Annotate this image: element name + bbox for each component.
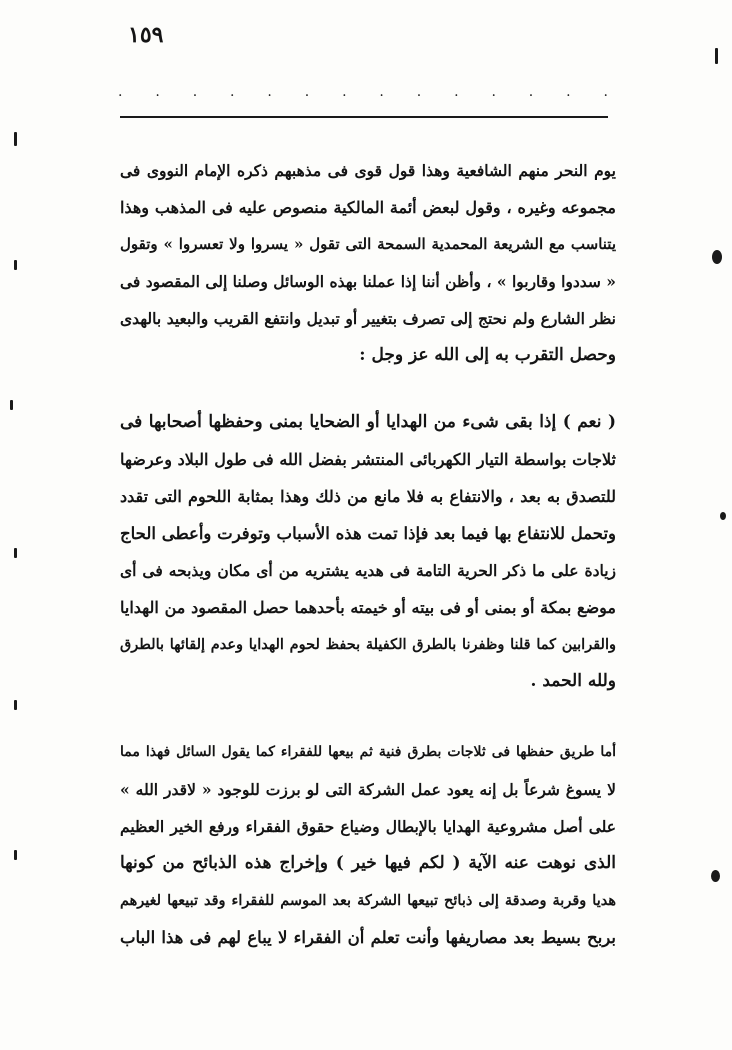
paragraph-1 (120, 152, 616, 374)
text-line: يوم النحر منهم الشافعية وهذا قول قوى فى مذهبهم ذكره الإمام النووى فى (120, 161, 616, 180)
page-number: ١٥٩ (128, 22, 164, 48)
paragraph-2 (120, 404, 616, 700)
text-line: يتناسب مع الشريعة المحمدية السمحة التى تقول « يسروا ولا تعسروا » وتقول (120, 235, 616, 253)
ornament-dot: . (192, 84, 198, 100)
text-line: هديا وقربة وصدقة إلى ذبائح تبيعها الشركة بعد الموسم للفقراء وقد تبيعها لغيرهم (120, 892, 616, 909)
ornament-dot: . (528, 84, 534, 100)
ornament-dot: . (118, 84, 123, 100)
text-line: موضع بمكة أو بمنى أو فى بيته أو خيمته بأحدهما حصل المقصود من الهدايا (120, 598, 616, 617)
ornament-dot: . (603, 84, 608, 100)
text-line: وحصل التقرب به إلى الله عز وجل : (359, 345, 616, 365)
ornament-dot: . (155, 84, 160, 100)
scan-mark (14, 132, 17, 146)
ornament-dot: . (491, 84, 496, 100)
text-line: « سددوا وقاربوا » ، وأظن أننا إذا عملنا بهذه الوسائل وصلنا إلى المقصود فى (120, 272, 616, 291)
scan-mark (10, 400, 13, 410)
text-line: زيادة على ما ذكر الحرية التامة فى هديه يشتريه من أى مكان ويذبحه فى أى (120, 561, 616, 580)
ornament-dot: . (416, 84, 422, 100)
ink-blot (720, 512, 726, 520)
ornament-dot: . (566, 84, 571, 100)
scan-mark (14, 700, 17, 710)
text-line: ( نعم ) إذا بقى شىء من الهدايا أو الضحايا بمنى وحفظها أصحابها فى (120, 412, 616, 432)
text-line: نظر الشارع ولم نحتج إلى تصرف بتغيير أو تبديل وانتفع القريب والبعيد بالهدى (120, 309, 616, 328)
text-line: وتحمل للانتفاع بها فيما بعد فإذا تمت هذه الأسباب وتوفرت وأعطى الحاج (120, 524, 616, 543)
text-line: لا يسوغ شرعاً بل إنه يعود عمل الشركة التى لو برزت للوجود « لاقدر الله » (120, 780, 616, 799)
text-line: بربح بسيط بعد مصاريفها وأنت تعلم أن الفقراء لا يباع لهم فى هذا الباب (120, 928, 616, 947)
scan-mark (715, 48, 718, 64)
text-line: أما طريق حفظها فى ثلاجات بطرق فنية ثم بيعها للفقراء كما يقول السائل فهذا مما (120, 744, 616, 760)
header-rule (120, 116, 608, 118)
scan-mark (14, 850, 17, 860)
ornament-dot: . (454, 84, 459, 100)
scan-mark (14, 260, 17, 270)
text-line: على أصل مشروعية الهدايا بالإبطال وضياع حقوق الفقراء ورفع الخير العظيم (120, 817, 616, 836)
text-line: ولله الحمد . (530, 671, 616, 691)
paragraph-3 (120, 734, 616, 956)
ink-blot (712, 250, 722, 264)
scan-mark (14, 548, 17, 558)
dotted-header-ornament (118, 84, 608, 100)
ornament-dot: . (342, 84, 347, 100)
text-line: والقرابين كما قلنا وظفرنا بالطرق الكفيلة بحفظ لحوم الهدايا وعدم إلقائها بالطرق (120, 636, 616, 653)
text-line: للتصدق به بعد ، والانتفاع به فلا مانع من ذلك وهذا بمثابة اللحوم التى تقدد (120, 487, 616, 506)
ornament-dot: . (379, 84, 384, 100)
text-line: مجموعه وغيره ، وقول لبعض أئمة المالكية منصوص عليه فى المذهب وهذا (120, 198, 616, 217)
ornament-dot: . (267, 84, 272, 100)
text-line: ثلاجات بواسطة التيار الكهربائى المنتشر بفضل الله فى طول البلاد وعرضها (120, 450, 616, 469)
ornament-dot: . (230, 84, 235, 100)
ink-blot (711, 870, 720, 882)
text-line: الذى نوهت عنه الآية ( لكم فيها خير ) وإخراج هذه الذبائح من كونها (120, 853, 616, 873)
ornament-dot: . (304, 84, 310, 100)
